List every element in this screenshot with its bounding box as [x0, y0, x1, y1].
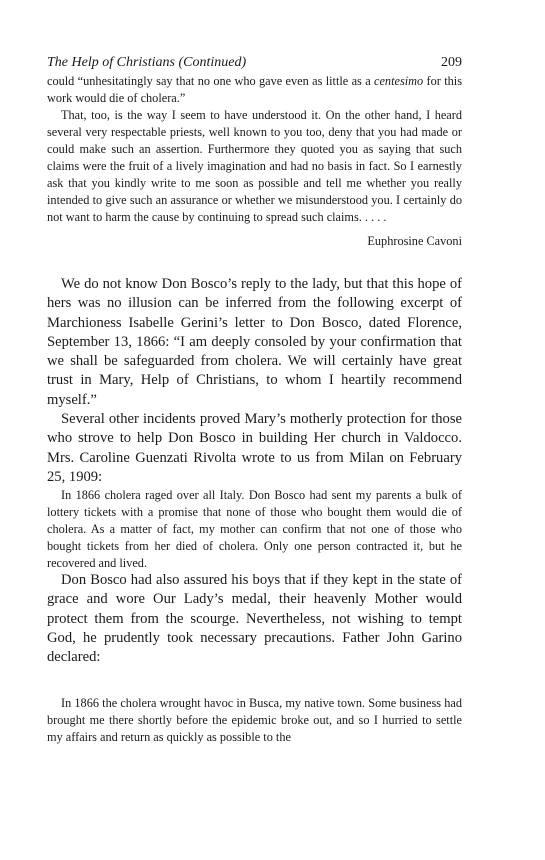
letter-signature: Euphrosine Cavoni [367, 234, 462, 248]
page-number: 209 [441, 55, 462, 70]
letter-paragraph-1: could “unhesitatingly say that no one who gave even as little as a centesimo for this work would die of cholera.” [47, 74, 462, 105]
italic-term: centesimo [374, 74, 424, 88]
quote-paragraph-1: In 1866 cholera raged over all Italy. Don Bosco had sent my parents a bulk of lottery tickets with a promise that none of those who bought them would die of cholera. As a matter of fact, my mother can confirm that not one of those who bought tickets from her died of cholera. Only one person contracted it, but he recovered and lived. [47, 488, 462, 570]
body-paragraph-2: Several other incidents proved Mary’s motherly protection for those who strove to help Don Bosco in building Her church in Valdocco. Mrs. Caroline Guenzati Rivolta wrote to us from Milan on February 25, 1909: [47, 411, 462, 485]
running-title: The Help of Christians (Continued) [47, 55, 247, 70]
body-paragraph-1: We do not know Don Bosco’s reply to the lady, but that this hope of hers was no illusion can be inferred from the following excerpt of Marchioness Isabelle Gerini’s letter to Don Bosco, dated Florence, September 13, 1866: “I am deeply consoled by your confirmation that we shall be safeguarded from cholera. We will certainly have great trust in Mary, Help of Christians, to whom I heartily recommend myself.” [47, 276, 462, 408]
quote-paragraph-2: In 1866 the cholera wrought havoc in Busca, my native town. Some business had brought me there shortly before the epidemic broke out, and so I hurried to settle my affairs and return as quickly as possible to the [47, 696, 462, 744]
main-text-2 [47, 571, 462, 667]
quote-rivolta [47, 487, 462, 572]
page-header [47, 55, 462, 73]
body-paragraph-3: Don Bosco had also assured his boys that if they kept in the state of grace and wore Our Lady’s medal, their heavenly Mother would protect them from the scourge. Nevertheless, not wishing to tempt God, he prudently took necessary precautions. Father John Garino declared: [47, 572, 462, 666]
letter-excerpt [47, 73, 462, 250]
letter-paragraph-2: That, too, is the way I seem to have understood it. On the other hand, I heard several very respectable priests, well known to you too, deny that you had made or could make such an assertion. Furthermore they quoted you as saying that such claims were the fruit of a lively imagination and had no basis in fact. So I earnestly ask that you kindly write to me soon as possible and tell me whether you really intended to give such an assurance or whether we misunderstood you. I certainly do not want to harm the cause by continuing to spread such claims. . . . . [47, 108, 462, 224]
quote-garino [47, 695, 462, 746]
main-text [47, 275, 462, 487]
